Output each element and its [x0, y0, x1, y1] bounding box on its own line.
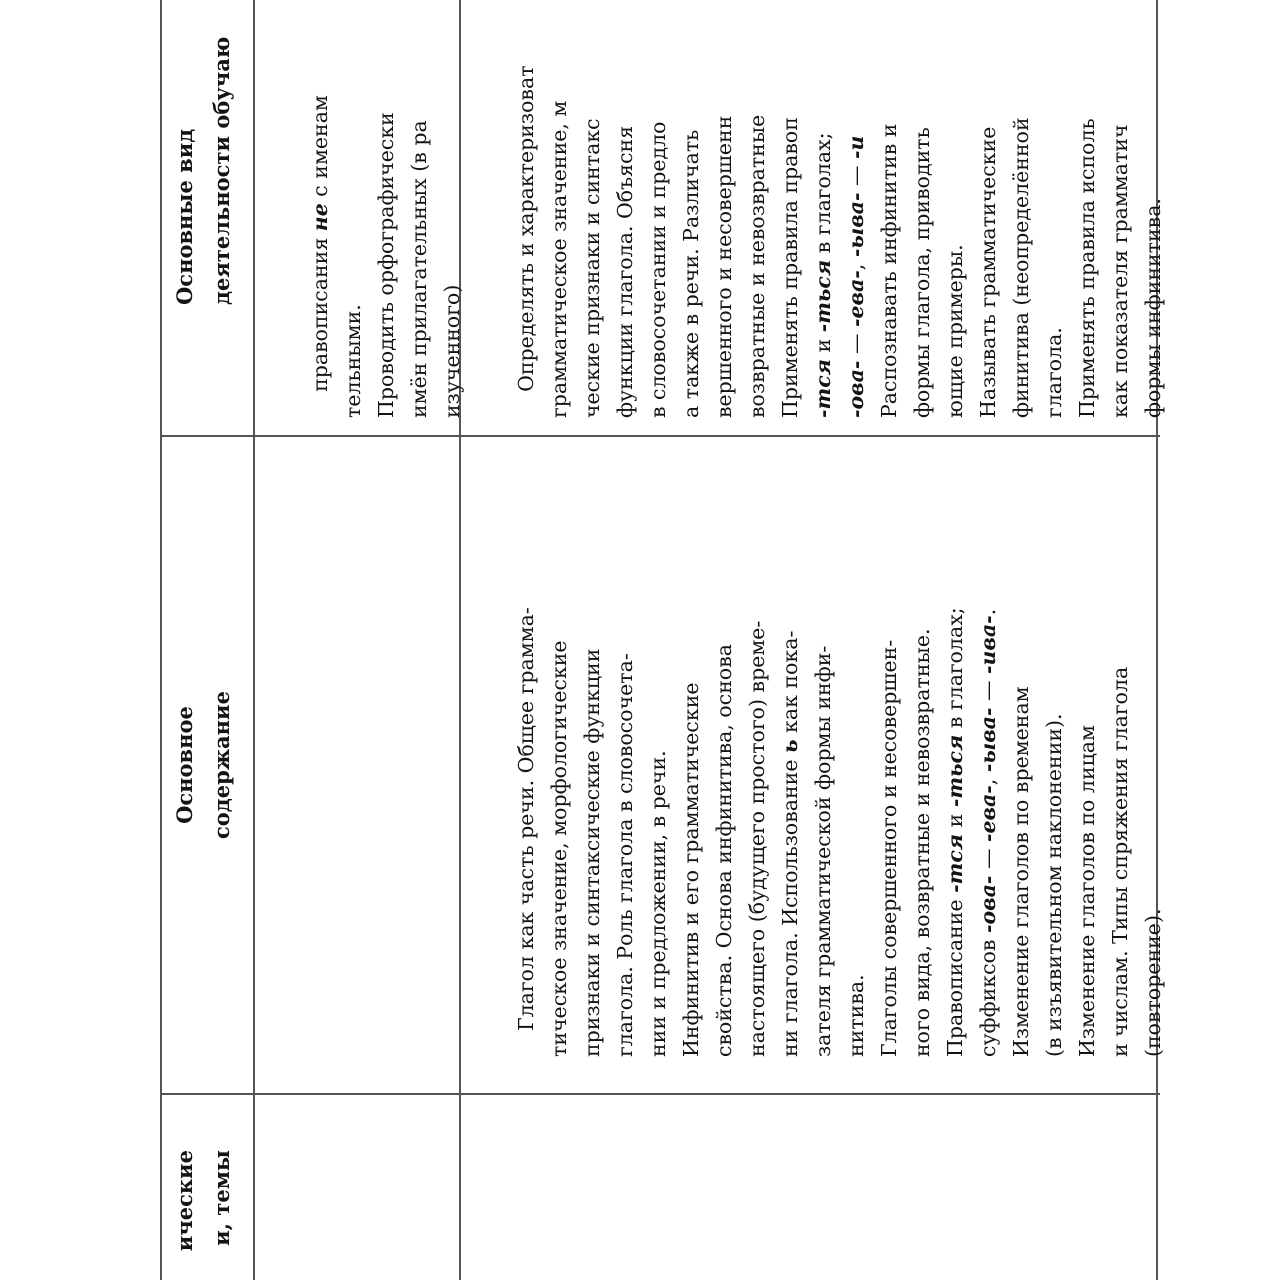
- verb-row-content: [477, 607, 1203, 1057]
- header-content: [166, 437, 240, 1093]
- rotated-table: [160, 0, 1165, 1280]
- header-separator: [253, 0, 255, 1280]
- header-topics-text: ические и, темы: [172, 1150, 234, 1252]
- header-activities-text: Основные вид деятельности обучаю: [172, 36, 234, 305]
- prev-row-activities-text: правописания не с именам тельными. Проводить орфографически имён прилагательных (в ра изученного): [308, 95, 464, 418]
- verb-row-activities: [477, 65, 1203, 418]
- column-divider-2: [160, 435, 1160, 437]
- prev-row-activities: [271, 95, 502, 418]
- verb-row-content-text: Глагол как часть речи. Общее грамма- тическое значение, морфологические признаки и синтаксические функции глагола. Роль глагола в словосочета- нии и предложении, в речи. Инфинитив и его грамматические свойства. Основа инфинитива, основа настоящего (будущего простого) време- ни глагола. Использование ь как пока- зателя грамматической формы инфи- нитива. Глаголы совершенного и несовершен- ного вида, возвратные и невозвратные. Правописание -тся и -ться в глаголах; суффиксов -ова- — -ева-, -ыва- — -ива-. Изменение глаголов по временам (в изъявительном наклонении). Изменение глаголов по лицам и числам. Типы спряжения глагола (повторение).: [514, 607, 1165, 1057]
- verb-row-activities-text: Определять и характеризоват грамматическое значение, м ческие признаки и синтакс функции глагола. Объясня в словосочетании и предло а также в речи. Различать вершенного и несовершенн возвратные и невозвратные Применять правила правоп -тся и -ться в глаголах; -ова- — -ева-, -ыва- — -и Распознавать инфинитив и формы глагола, приводить ющие примеры. Называть грамматические финитива (неопределённой глагола. Применять правила исполь как показателя грамматич формы инфинитива.: [514, 65, 1165, 418]
- column-divider-1: [160, 1093, 1160, 1095]
- header-activities: [166, 0, 240, 435]
- table-border-top: [160, 0, 162, 1280]
- header-content-text: Основное содержание: [172, 691, 234, 839]
- header-topics: [166, 1095, 240, 1280]
